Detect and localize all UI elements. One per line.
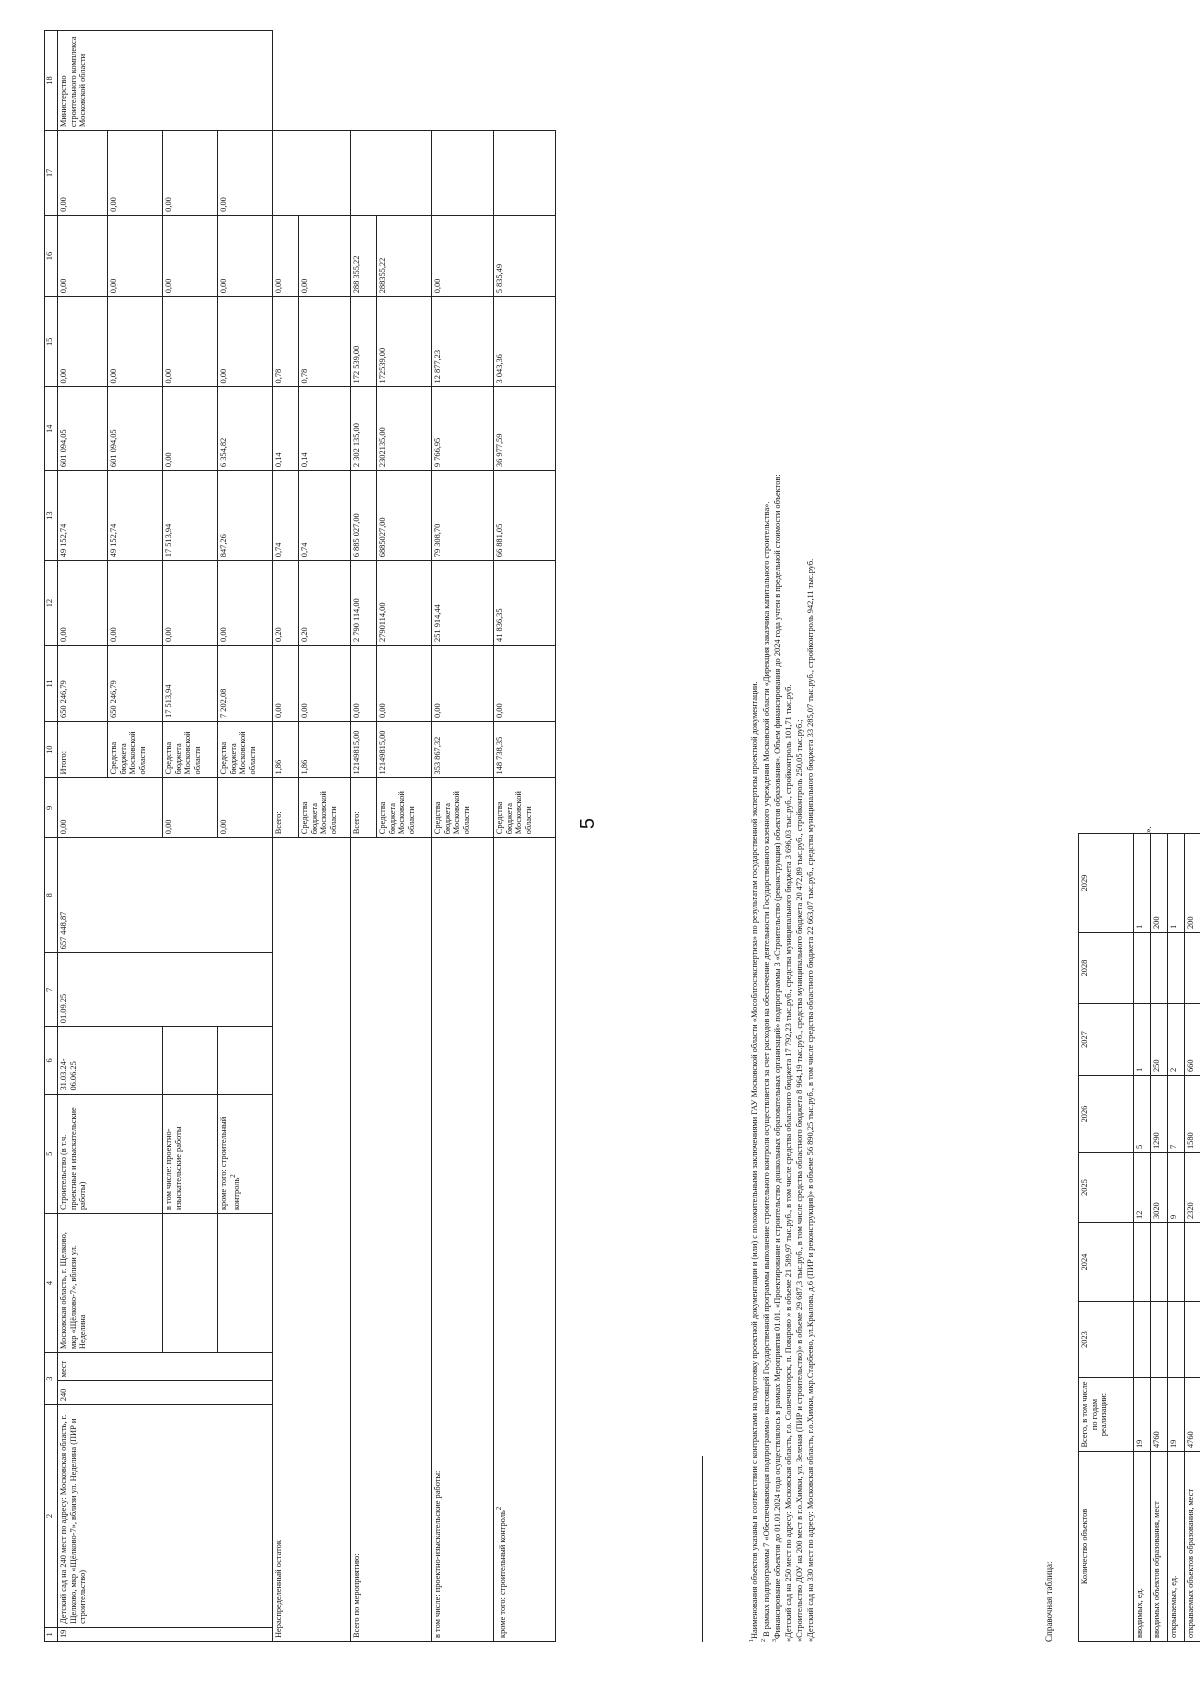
value-cell: 0,00 — [273, 645, 299, 721]
value-cell: 650 246,79 — [58, 645, 108, 721]
pir-financed: 0,00 — [163, 778, 218, 838]
value-cell: 0,00 — [163, 131, 218, 216]
ref-cell: 2320 — [1185, 1153, 1200, 1223]
value-cell: 288355,22 — [377, 215, 432, 296]
value-cell: 0,00 — [163, 387, 218, 471]
ref-header: 2023 — [1079, 1302, 1134, 1378]
empty-cell — [163, 1214, 218, 1353]
reference-table-title: Справочная таблица: — [1044, 1561, 1054, 1642]
value-cell: 5 835,49 — [494, 215, 556, 296]
ref-cell: 19 — [1168, 1378, 1185, 1452]
pir-label: в том числе: проектно-изыскательские работы — [163, 1094, 218, 1213]
ref-cell — [1151, 1302, 1168, 1378]
value-cell: 0,00 — [58, 131, 108, 216]
empty-cell — [218, 1027, 273, 1094]
ref-cell: открываемых объектов образования, мест — [1185, 1452, 1200, 1642]
reference-row — [1151, 834, 1168, 1642]
value-cell: 2 790 114,00 — [351, 561, 377, 646]
col-num: 14 — [45, 387, 58, 471]
value-cell: 49 152,74 — [58, 471, 108, 561]
value-cell: 0,00 — [299, 645, 351, 721]
ref-cell: 1 — [1168, 834, 1185, 933]
value-cell: 650 246,79 — [108, 645, 163, 721]
value-cell: 847,26 — [218, 471, 273, 561]
value-cell: 0,00 — [108, 297, 163, 387]
footnotes — [702, 82, 817, 1642]
value-cell: 0,00 — [163, 297, 218, 387]
ref-cell: 200 — [1185, 834, 1200, 933]
plus-sk-row — [494, 31, 556, 1642]
value-cell: 1,86 — [299, 721, 351, 777]
value-cell: 0,00 — [108, 131, 163, 216]
value-cell: 288 355,22 — [351, 215, 377, 296]
value-cell: 12 877,23 — [432, 297, 494, 387]
value-cell: 0,00 — [218, 297, 273, 387]
col-num: 8 — [45, 838, 58, 953]
unallocated-label: Нераспределенный остаток — [273, 838, 351, 1642]
value-cell: 0,00 — [432, 645, 494, 721]
value-cell: 0,00 — [58, 215, 108, 296]
ref-cell — [1168, 1223, 1185, 1302]
value-cell: 0,00 — [58, 561, 108, 646]
ref-cell — [1134, 1223, 1151, 1302]
value-cell: 0,00 — [494, 645, 556, 721]
source-label: Итого: — [58, 721, 108, 777]
ref-cell: открываемых, ед. — [1168, 1452, 1185, 1642]
ref-header: 2029 — [1079, 834, 1134, 933]
source-label: Средства бюджета Московской области — [218, 721, 273, 777]
ref-cell — [1134, 933, 1151, 1004]
col-num: 3 — [45, 1353, 58, 1405]
financing-table — [44, 30, 556, 1642]
object-work-type: Строительство (в т.ч. проектные и изыскательские работы) — [58, 1094, 163, 1213]
value-cell: 12149815,00 — [351, 721, 377, 777]
value-cell: 0,78 — [273, 297, 299, 387]
sk-label: кроме того: строительный контроль$^2$ — [218, 1094, 273, 1213]
source-label: Средства бюджета Московской области — [299, 778, 351, 838]
value-cell: 0,00 — [218, 561, 273, 646]
ref-cell — [1151, 1223, 1168, 1302]
value-cell: 148 738,35 — [494, 721, 556, 777]
footnote-3-item: «Строительство ДОУ на 200 мест в г.о.Химки, ул. Зеленая (ПИР и строительство)» в объеме 29 687,3 тыс.руб., в том числе средства областного бюджета 8 964,19 тыс.руб., средства муниципального бюджета 20 472,89 тыс.руб., стройконтроль 250,05 тыс.руб.; — [795, 719, 805, 1642]
col-num: 2 — [45, 1405, 58, 1628]
value-cell: 17 513,94 — [163, 471, 218, 561]
object-name: Детский сад на 240 мест по адресу: Московская область, г. Щелково, мкр «Щёлково-7», вблизи ул. Неделина (ПИР и строительство) — [58, 1405, 273, 1628]
value-cell: 17 513,94 — [163, 645, 218, 721]
ref-header: 2026 — [1079, 1076, 1134, 1153]
col-num: 11 — [45, 645, 58, 721]
unallocated-row — [273, 31, 299, 1642]
value-cell: 36 977,59 — [494, 387, 556, 471]
value-cell: 353 867,32 — [432, 721, 494, 777]
col-num: 15 — [45, 297, 58, 387]
col-num: 10 — [45, 721, 58, 777]
col-num: 6 — [45, 1027, 58, 1094]
col-num: 17 — [45, 131, 58, 216]
object-customer: Министерство строительного комплекса Московской области — [58, 31, 273, 131]
ref-cell: вводимых, ед. — [1134, 1452, 1151, 1642]
ref-cell: 12 — [1134, 1153, 1151, 1223]
ref-cell: 4760 — [1185, 1378, 1200, 1452]
ref-cell: 7 — [1168, 1076, 1185, 1153]
ref-cell — [1168, 933, 1185, 1004]
value-cell: 0,00 — [273, 215, 299, 296]
ref-header: 2024 — [1079, 1223, 1134, 1302]
col-num: 5 — [45, 1094, 58, 1213]
value-cell: 0,00 — [163, 215, 218, 296]
ref-cell: 1580 — [1185, 1076, 1200, 1153]
value-cell: 9 766,95 — [432, 387, 494, 471]
column-numbers-row — [45, 31, 58, 1642]
value-cell: 1,86 — [273, 721, 299, 777]
source-label: Средства бюджета Московской области — [108, 721, 163, 777]
value-cell: 6 354,82 — [218, 387, 273, 471]
value-cell: 0,00 — [351, 645, 377, 721]
value-cell: 0,20 — [299, 561, 351, 646]
value-cell: 601 094,05 — [58, 387, 108, 471]
ref-cell: 250 — [1151, 1004, 1168, 1076]
value-cell: 0,00 — [377, 645, 432, 721]
col-num: 7 — [45, 953, 58, 1027]
value-cell: 41 836,35 — [494, 561, 556, 646]
ref-cell: 19 — [1134, 1378, 1151, 1452]
source-label: Средства бюджета Московской области — [432, 778, 494, 838]
source-label: Средства бюджета Московской области — [494, 778, 556, 838]
object-limit-cost: 657 448,87 — [58, 838, 273, 953]
source-label: Всего: — [273, 778, 299, 838]
object-number: 19 — [58, 1627, 273, 1641]
value-cell: 0,00 — [108, 215, 163, 296]
ref-cell — [1134, 1302, 1151, 1378]
value-cell: 601 094,05 — [108, 387, 163, 471]
col-num: 1 — [45, 1627, 58, 1641]
object-address: Московская область, г. Щелково, мкр «Щёлково-7», вблизи ул. Неделина — [58, 1214, 163, 1353]
empty-cell — [351, 131, 432, 216]
total-event-label: Всего по мероприятию: — [351, 838, 432, 1642]
reference-table — [1078, 833, 1200, 1642]
reference-header-row — [1079, 834, 1134, 1642]
incl-pir-row — [432, 31, 494, 1642]
empty-cell — [494, 131, 556, 216]
plus-sk-label: кроме того: строительный контроль$^2$ — [494, 838, 556, 1642]
value-cell: 66 881,05 — [494, 471, 556, 561]
object-dates: 31.03.24-06.06.25 — [58, 1027, 163, 1094]
ref-header: 2028 — [1079, 933, 1134, 1004]
value-cell: 2 302 135,00 — [351, 387, 377, 471]
value-cell: 251 914,44 — [432, 561, 494, 646]
col-num: 13 — [45, 471, 58, 561]
source-label: Средства бюджета Московской области — [377, 778, 432, 838]
value-cell: 2790114,00 — [377, 561, 432, 646]
footnote-2: $^2$ В рамках подпрограммы 7 «Обеспечивающая подпрограмма» настоящей Государственной программы выполнение строительного контроля осуществляется за счет расходов на обеспечение деятельности Государственного казенного учреждения Московской области «Дирекция заказчика капитального строительства». — [760, 501, 771, 1642]
value-cell: 6885027,00 — [377, 471, 432, 561]
value-cell: 0,78 — [299, 297, 351, 387]
source-label: Средства бюджета Московской области — [163, 721, 218, 777]
col-num: 12 — [45, 561, 58, 646]
value-cell: 3 043,36 — [494, 297, 556, 387]
empty-cell — [432, 131, 494, 216]
ref-cell: 2 — [1168, 1004, 1185, 1076]
footnote-1: $^1$Наименования объектов указаны в соответствии с контрактами на подготовку проектной документации и (или) с положительными заключениями ГАУ Московской области «Мособлгосэкспертиза» по результатам государственной экспертизы проектной документации. — [749, 681, 759, 1642]
ref-cell: 3020 — [1151, 1153, 1168, 1223]
ref-header: Количество объектов — [1079, 1452, 1134, 1642]
ref-cell — [1151, 933, 1168, 1004]
sk-financed: 0,00 — [218, 778, 273, 838]
col-num: 4 — [45, 1214, 58, 1353]
footnote-rule — [702, 1456, 703, 1642]
value-cell: 0,00 — [58, 297, 108, 387]
footnote-3-item: «Детский сад на 330 мест по адресу: Московская область, г.о.Химки, мкр.Старбеево, ул.Крылова, д.6 (ПИР и реконструкция)» в объеме 56 890,25 тыс.руб., в том числе средства областного бюджета 22 663,07 тыс.руб., средства муниципального бюджета 33 285,07 тыс.руб., стройконтроль 942,11 тыс.руб. — [806, 558, 815, 1642]
value-cell: 0,20 — [273, 561, 299, 646]
footnote-3-item: «Детский сад на 250 мест по адресу: Московская область, г.о. Солнечногорск, п. Поварово » в объеме 21 589,97 тыс.руб., в том числе средства областного бюджета 17 792,23 тыс.руб., средства муниципального бюджета 3 696,03 тыс.руб., стройконтроль 101,71 тыс.руб. — [784, 684, 794, 1642]
object-capacity: 240 — [58, 1381, 273, 1405]
ref-cell: 1290 — [1151, 1076, 1168, 1153]
ref-header: 2027 — [1079, 1004, 1134, 1076]
ref-cell: 660 — [1185, 1004, 1200, 1076]
object-commissioning: 01.09.25 — [58, 953, 273, 1027]
ref-cell: 4760 — [1151, 1378, 1168, 1452]
value-cell: 0,00 — [218, 215, 273, 296]
ref-header: Всего, в том числе по годам реализации: — [1079, 1378, 1134, 1452]
ref-cell: 200 — [1151, 834, 1168, 933]
reference-row — [1168, 834, 1185, 1642]
object-financed: 0,00 — [58, 778, 163, 838]
ref-cell: вводимых объектов образования, мест — [1151, 1452, 1168, 1642]
page-number: 5 — [577, 817, 600, 830]
value-cell: 0,00 — [299, 215, 351, 296]
footnote-3: $^3$Финансирование объектов до 01.01.2024 года осуществлялось в рамках Мероприятия 01.01. «Проектирование и строительство дошкольных образовательных организаций» подпрограммы 3 «Строительство (реконструкция) объектов образования». Объем финансирования до 2024 года учтен в предельной стоимости объектов: — [772, 474, 783, 1642]
value-cell: 0,14 — [299, 387, 351, 471]
reference-row — [1134, 834, 1151, 1642]
source-label: Всего: — [351, 778, 377, 838]
value-cell: 7 202,08 — [218, 645, 273, 721]
ref-cell: 1 — [1134, 1004, 1151, 1076]
value-cell: 2302135,00 — [377, 387, 432, 471]
value-cell: 0,74 — [299, 471, 351, 561]
ref-cell: 9 — [1168, 1153, 1185, 1223]
object-unit: мест — [58, 1353, 273, 1381]
value-cell: 0,14 — [273, 387, 299, 471]
value-cell: 172 539,00 — [351, 297, 377, 387]
value-cell: 0,74 — [273, 471, 299, 561]
total-event-row — [351, 31, 377, 1642]
incl-pir-label: в том числе: проектно-изыскательские работы: — [432, 838, 494, 1642]
value-cell: 0,00 — [163, 561, 218, 646]
ref-cell — [1168, 1302, 1185, 1378]
value-cell: 12149815,00 — [377, 721, 432, 777]
value-cell: 79 308,70 — [432, 471, 494, 561]
col-num: 18 — [45, 31, 58, 131]
empty-cell — [273, 131, 351, 216]
value-cell: 6 885 027,00 — [351, 471, 377, 561]
value-cell: 0,00 — [218, 131, 273, 216]
value-cell: 0,00 — [432, 215, 494, 296]
ref-header: 2025 — [1079, 1153, 1134, 1223]
ref-cell: 1 — [1134, 834, 1151, 933]
ref-cell — [1185, 1302, 1200, 1378]
empty-cell — [218, 1214, 273, 1353]
col-num: 9 — [45, 778, 58, 838]
closing-quote: ». — [1143, 826, 1153, 833]
value-cell: 49 152,74 — [108, 471, 163, 561]
object-row — [58, 31, 108, 1642]
ref-cell: 5 — [1134, 1076, 1151, 1153]
reference-row — [1185, 834, 1200, 1642]
ref-cell — [1185, 1223, 1200, 1302]
col-num: 16 — [45, 215, 58, 296]
value-cell: 0,00 — [108, 561, 163, 646]
ref-cell — [1185, 933, 1200, 1004]
empty-cell — [163, 1027, 218, 1094]
value-cell: 172539,00 — [377, 297, 432, 387]
